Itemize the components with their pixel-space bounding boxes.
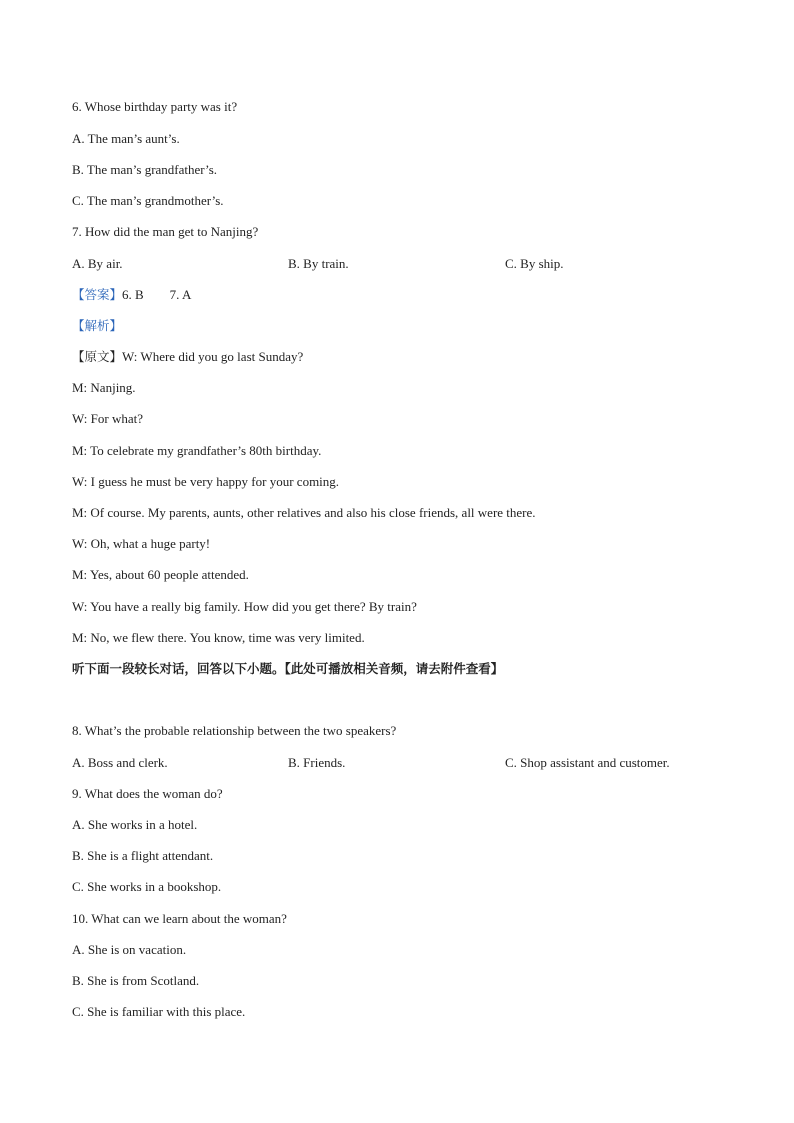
transcript-line-1: M: Nanjing.	[72, 380, 136, 395]
q10-option-b: B. She is from Scotland.	[72, 973, 200, 988]
transcript-line-4: W: I guess he must be very happy for your coming.	[72, 474, 340, 489]
answer-text: 6. B 7. A	[122, 287, 192, 302]
q6-option-b: B. The man’s grandfather’s.	[72, 162, 218, 177]
q7-option-c: C. By ship.	[505, 256, 564, 271]
q10-option-c: C. She is familiar with this place.	[72, 1004, 246, 1019]
answer-line	[72, 287, 191, 303]
q7-option-b: B. By train.	[288, 256, 349, 271]
transcript-text-0: W: Where did you go last Sunday?	[122, 349, 304, 364]
transcript-line-3: M: To celebrate my grandfather’s 80th birthday.	[72, 443, 322, 458]
q8-option-b: B. Friends.	[288, 755, 346, 770]
q8-option-c: C. Shop assistant and customer.	[505, 755, 670, 770]
q10-question: 10. What can we learn about the woman?	[72, 911, 287, 926]
transcript-line-2: W: For what?	[72, 411, 143, 426]
q6-option-a: A. The man’s aunt’s.	[72, 131, 180, 146]
transcript-line-6: W: Oh, what a huge party!	[72, 536, 211, 551]
q8-option-a: A. Boss and clerk.	[72, 755, 168, 770]
transcript-line-0	[72, 349, 303, 365]
analysis-line	[72, 318, 122, 334]
transcript-line-9: M: No, we flew there. You know, time was very limited.	[72, 630, 365, 645]
q9-option-a: A. She works in a hotel.	[72, 817, 198, 832]
answer-label: 【答案】	[72, 287, 123, 302]
q6-question: 6. Whose birthday party was it?	[72, 99, 238, 114]
transcript-label: 【原文】	[72, 349, 123, 364]
transcript-line-5: M: Of course. My parents, aunts, other relatives and also his close friends, all were there.	[72, 505, 536, 520]
q9-question: 9. What does the woman do?	[72, 786, 223, 801]
q6-option-c: C. The man’s grandmother’s.	[72, 193, 224, 208]
q9-option-b: B. She is a flight attendant.	[72, 848, 214, 863]
analysis-label: 【解析】	[72, 318, 123, 333]
q8-question: 8. What’s the probable relationship between the two speakers?	[72, 723, 397, 738]
transcript-line-7: M: Yes, about 60 people attended.	[72, 567, 249, 582]
q10-option-a: A. She is on vacation.	[72, 942, 187, 957]
q7-question: 7. How did the man get to Nanjing?	[72, 224, 259, 239]
q9-option-c: C. She works in a bookshop.	[72, 879, 222, 894]
transcript-line-8: W: You have a really big family. How did you get there? By train?	[72, 599, 417, 614]
section-instruction: 听下面一段较长对话，回答以下小题。【此处可播放相关音频，请去附件查看】	[72, 661, 504, 676]
q7-option-a: A. By air.	[72, 256, 123, 271]
